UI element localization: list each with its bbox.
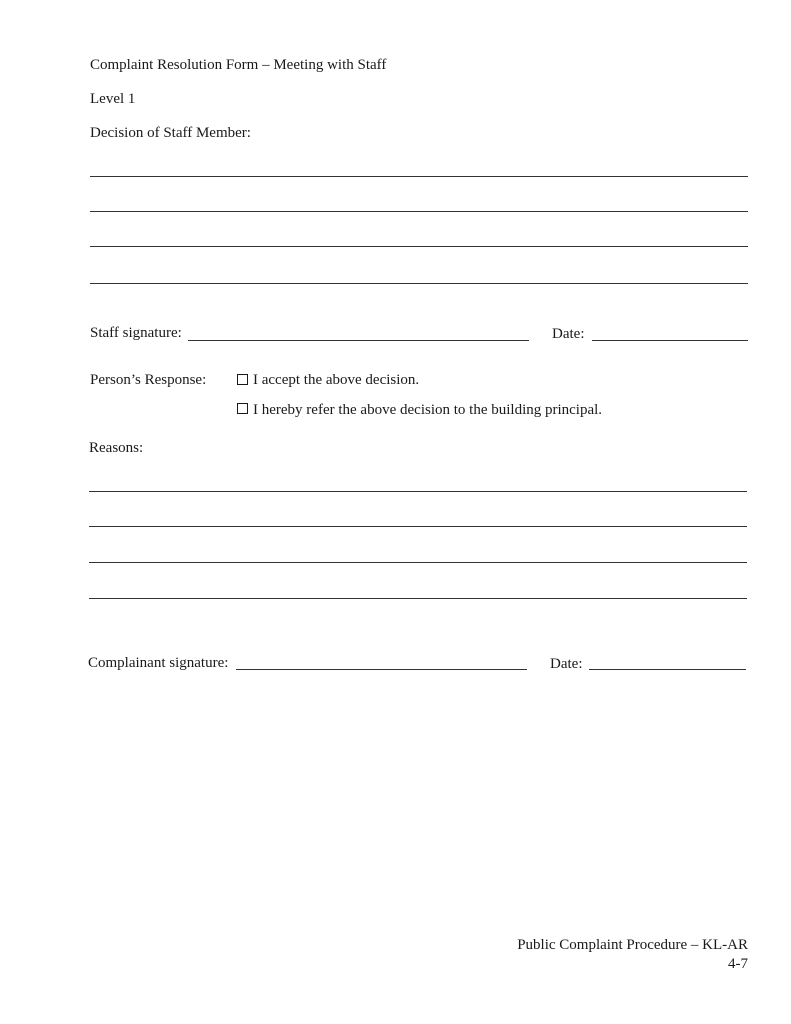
accept-checkbox[interactable] <box>237 374 248 385</box>
staff-signature-field[interactable] <box>188 340 529 341</box>
page-number: 4-7 <box>728 956 748 972</box>
refer-option-label: I hereby refer the above decision to the building principal. <box>253 402 603 418</box>
complainant-date-field[interactable] <box>589 669 746 670</box>
complainant-date-label: Date: <box>550 656 583 672</box>
footer-procedure: Public Complaint Procedure – KL-AR <box>517 937 748 953</box>
staff-date-label: Date: <box>552 326 585 342</box>
reasons-line-1[interactable] <box>89 491 747 492</box>
decision-line-3[interactable] <box>90 246 748 247</box>
refer-checkbox[interactable] <box>237 403 248 414</box>
decision-label: Decision of Staff Member: <box>90 125 251 141</box>
reasons-line-3[interactable] <box>89 562 747 563</box>
reasons-line-4[interactable] <box>89 598 747 599</box>
reasons-label: Reasons: <box>89 440 144 456</box>
decision-line-1[interactable] <box>90 176 748 177</box>
reasons-line-2[interactable] <box>89 526 747 527</box>
decision-line-2[interactable] <box>90 211 748 212</box>
complainant-signature-label: Complainant signature: <box>88 655 229 671</box>
staff-date-field[interactable] <box>592 340 748 341</box>
decision-line-4[interactable] <box>90 283 748 284</box>
complainant-signature-field[interactable] <box>236 669 527 670</box>
staff-signature-label: Staff signature: <box>90 325 182 341</box>
level-label: Level 1 <box>90 91 136 107</box>
form-title: Complaint Resolution Form – Meeting with Staff <box>90 57 387 73</box>
response-label: Person’s Response: <box>90 372 207 388</box>
accept-option-label: I accept the above decision. <box>253 372 420 388</box>
